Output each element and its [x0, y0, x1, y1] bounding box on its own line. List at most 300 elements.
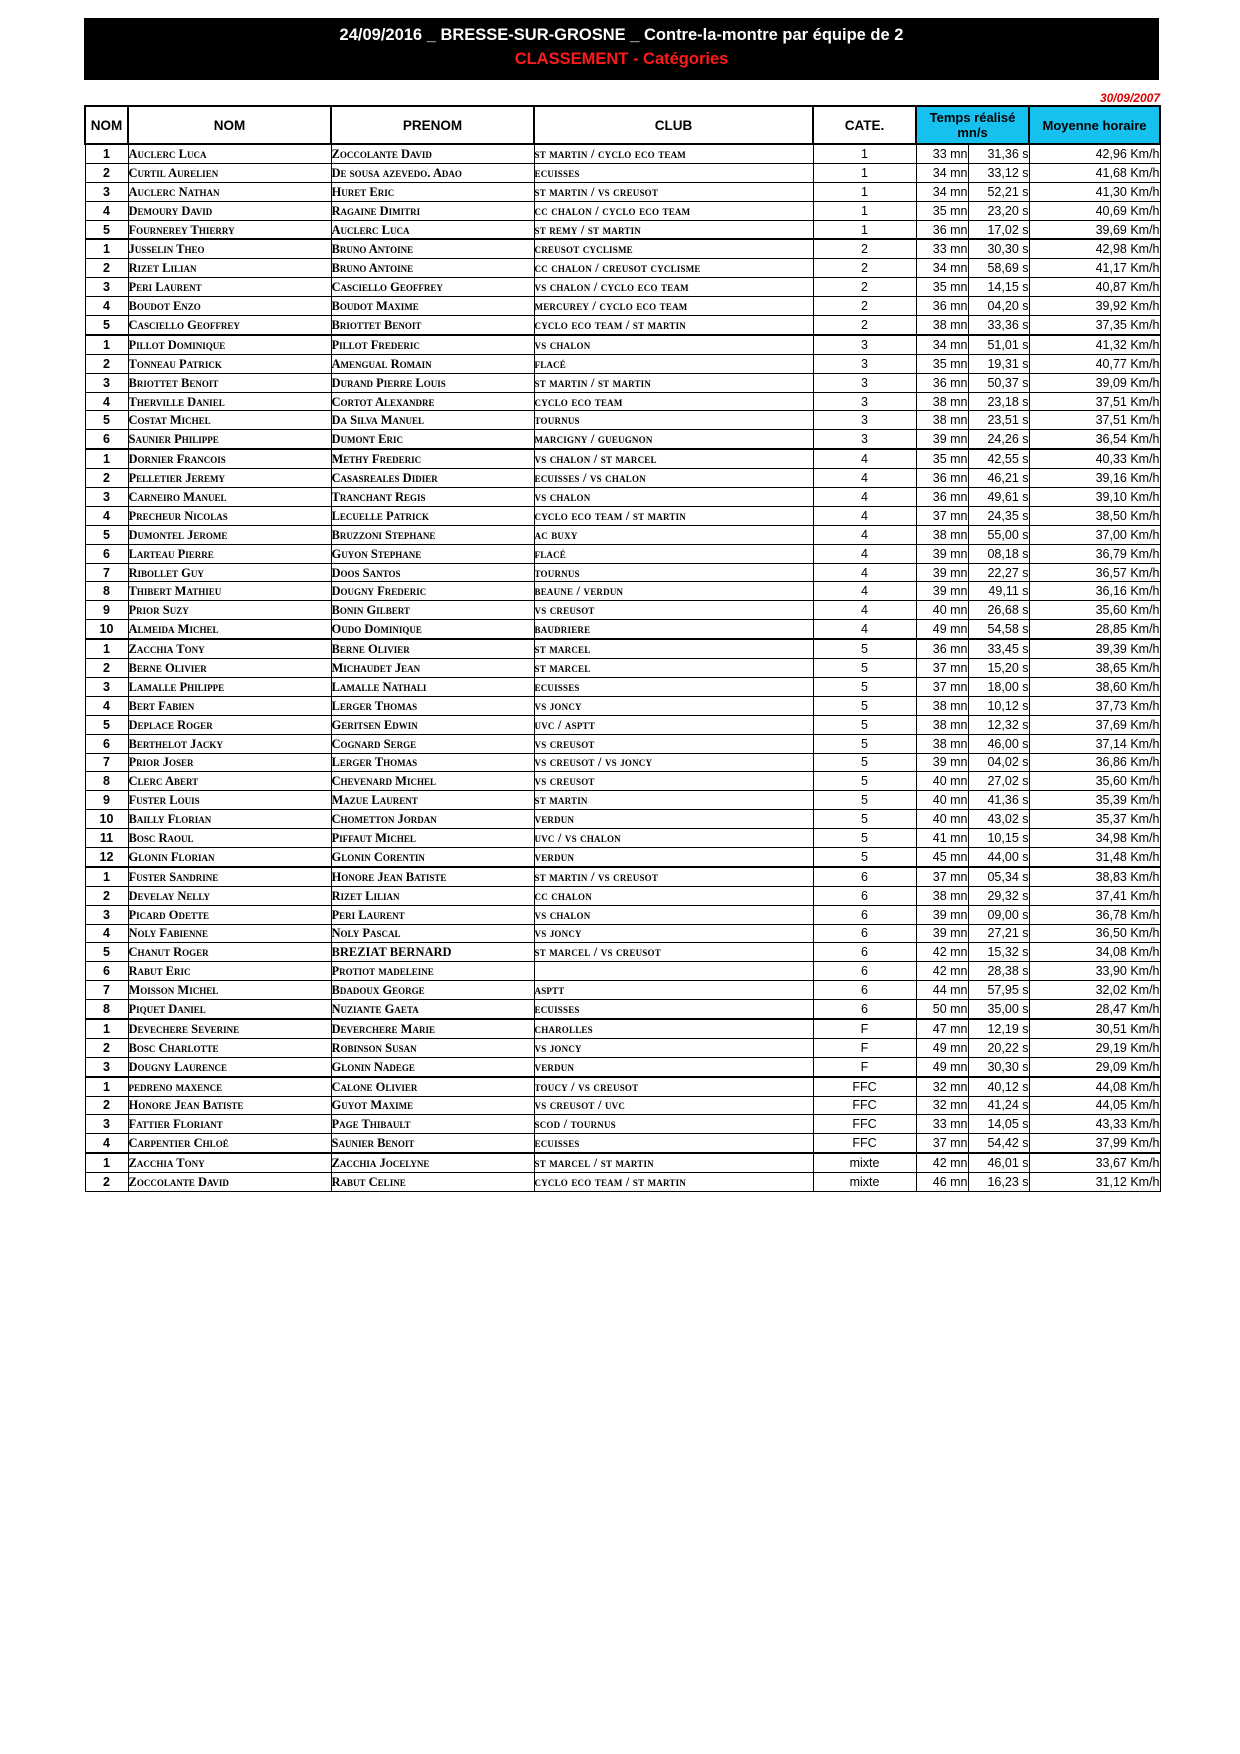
- average-speed-cell: 28,47 Km/h: [1029, 1000, 1160, 1019]
- minutes-cell: 47 mn: [916, 1019, 968, 1038]
- average-speed-cell: 39,92 Km/h: [1029, 297, 1160, 316]
- prenom-cell: Huret Eric: [331, 182, 534, 201]
- rank-cell: 4: [85, 924, 128, 943]
- minutes-cell: 38 mn: [916, 411, 968, 430]
- nom-cell: Demoury David: [128, 201, 331, 220]
- table-row: [85, 962, 1160, 981]
- ranking-subtitle: CLASSEMENT - Catégories: [514, 50, 729, 68]
- average-speed-cell: 36,54 Km/h: [1029, 430, 1160, 449]
- minutes-cell: 36 mn: [916, 639, 968, 658]
- minutes-cell: 35 mn: [916, 354, 968, 373]
- seconds-cell: 05,34 s: [968, 867, 1029, 886]
- average-speed-cell: 38,83 Km/h: [1029, 867, 1160, 886]
- prenom-cell: Michaudet Jean: [331, 659, 534, 678]
- category-cell: 4: [813, 601, 916, 620]
- rank-cell: 4: [85, 506, 128, 525]
- prenom-cell: De sousa azevedo. Adao: [331, 163, 534, 182]
- rank-cell: 9: [85, 601, 128, 620]
- average-speed-cell: 36,79 Km/h: [1029, 544, 1160, 563]
- nom-cell: Bert Fabien: [128, 696, 331, 715]
- seconds-cell: 18,00 s: [968, 677, 1029, 696]
- minutes-cell: 46 mn: [916, 1173, 968, 1192]
- nom-cell: Honore Jean Batiste: [128, 1096, 331, 1115]
- prenom-cell: Zacchia Jocelyne: [331, 1153, 534, 1172]
- nom-cell: Curtil Aurelien: [128, 163, 331, 182]
- table-row: [85, 163, 1160, 182]
- minutes-cell: 35 mn: [916, 449, 968, 468]
- prenom-cell: Lerger Thomas: [331, 696, 534, 715]
- table-row: [85, 449, 1160, 468]
- table-row: [85, 677, 1160, 696]
- minutes-cell: 35 mn: [916, 278, 968, 297]
- rank-cell: 2: [85, 1096, 128, 1115]
- rank-cell: 3: [85, 278, 128, 297]
- category-cell: 6: [813, 981, 916, 1000]
- average-speed-cell: 36,57 Km/h: [1029, 563, 1160, 582]
- seconds-cell: 16,23 s: [968, 1173, 1029, 1192]
- category-cell: 5: [813, 677, 916, 696]
- club-cell: ac buxy: [534, 525, 813, 544]
- rank-cell: 9: [85, 791, 128, 810]
- rank-cell: 1: [85, 639, 128, 658]
- seconds-cell: 24,26 s: [968, 430, 1029, 449]
- table-row: [85, 278, 1160, 297]
- seconds-cell: 33,45 s: [968, 639, 1029, 658]
- table-row: [85, 1019, 1160, 1038]
- minutes-cell: 34 mn: [916, 335, 968, 354]
- average-speed-cell: 41,17 Km/h: [1029, 259, 1160, 278]
- category-cell: 5: [813, 639, 916, 658]
- club-cell: baudriere: [534, 620, 813, 639]
- rank-cell: 3: [85, 488, 128, 507]
- minutes-cell: 49 mn: [916, 620, 968, 639]
- average-speed-cell: 41,30 Km/h: [1029, 182, 1160, 201]
- nom-cell: Carneiro Manuel: [128, 488, 331, 507]
- category-cell: 4: [813, 506, 916, 525]
- nom-cell: Lamalle Philippe: [128, 677, 331, 696]
- category-cell: FFC: [813, 1134, 916, 1153]
- prenom-cell: Calone Olivier: [331, 1077, 534, 1096]
- table-row: [85, 488, 1160, 507]
- nom-cell: Auclerc Luca: [128, 144, 331, 163]
- club-cell: verdun: [534, 1057, 813, 1076]
- average-speed-cell: 40,77 Km/h: [1029, 354, 1160, 373]
- rank-cell: 1: [85, 867, 128, 886]
- col-header-nom: NOM: [128, 106, 331, 144]
- club-cell: vs joncy: [534, 696, 813, 715]
- nom-cell: Fattier Floriant: [128, 1115, 331, 1134]
- category-cell: 4: [813, 620, 916, 639]
- table-row: [85, 734, 1160, 753]
- nom-cell: Noly Fabienne: [128, 924, 331, 943]
- minutes-cell: 32 mn: [916, 1077, 968, 1096]
- club-cell: uvc / vs chalon: [534, 829, 813, 848]
- minutes-cell: 35 mn: [916, 201, 968, 220]
- rank-cell: 1: [85, 335, 128, 354]
- minutes-cell: 37 mn: [916, 506, 968, 525]
- seconds-cell: 33,36 s: [968, 316, 1029, 335]
- nom-cell: pedreno maxence: [128, 1077, 331, 1096]
- prenom-cell: Bruno Antoine: [331, 259, 534, 278]
- minutes-cell: 49 mn: [916, 1038, 968, 1057]
- nom-cell: Ribollet Guy: [128, 563, 331, 582]
- prenom-cell: Doos Santos: [331, 563, 534, 582]
- average-speed-cell: 37,51 Km/h: [1029, 392, 1160, 411]
- table-row: [85, 1115, 1160, 1134]
- club-cell: cyclo eco team / st martin: [534, 1173, 813, 1192]
- seconds-cell: 22,27 s: [968, 563, 1029, 582]
- nom-cell: Thibert Mathieu: [128, 582, 331, 601]
- prenom-cell: Bruno Antoine: [331, 239, 534, 258]
- prenom-cell: BREZIAT BERNARD: [331, 943, 534, 962]
- average-speed-cell: 29,09 Km/h: [1029, 1057, 1160, 1076]
- rank-cell: 10: [85, 810, 128, 829]
- seconds-cell: 14,05 s: [968, 1115, 1029, 1134]
- club-cell: st martin / st martin: [534, 373, 813, 392]
- minutes-cell: 42 mn: [916, 1153, 968, 1172]
- table-row: [85, 867, 1160, 886]
- prenom-cell: Bonin Gilbert: [331, 601, 534, 620]
- rank-cell: 3: [85, 905, 128, 924]
- seconds-cell: 54,58 s: [968, 620, 1029, 639]
- club-cell: vs creusot / vs joncy: [534, 753, 813, 772]
- minutes-cell: 39 mn: [916, 563, 968, 582]
- minutes-cell: 41 mn: [916, 829, 968, 848]
- club-cell: st marcel: [534, 659, 813, 678]
- nom-cell: Berthelot Jacky: [128, 734, 331, 753]
- average-speed-cell: 40,69 Km/h: [1029, 201, 1160, 220]
- minutes-cell: 34 mn: [916, 259, 968, 278]
- table-row: [85, 696, 1160, 715]
- prenom-cell: Tranchant Regis: [331, 488, 534, 507]
- col-header-prenom: PRENOM: [331, 106, 534, 144]
- rank-cell: 10: [85, 620, 128, 639]
- seconds-cell: 14,15 s: [968, 278, 1029, 297]
- table-row: [85, 525, 1160, 544]
- minutes-cell: 38 mn: [916, 734, 968, 753]
- seconds-cell: 15,32 s: [968, 943, 1029, 962]
- table-row: [85, 829, 1160, 848]
- category-cell: 6: [813, 886, 916, 905]
- average-speed-cell: 39,10 Km/h: [1029, 488, 1160, 507]
- prenom-cell: Noly Pascal: [331, 924, 534, 943]
- nom-cell: Bosc Charlotte: [128, 1038, 331, 1057]
- prenom-cell: Dumont Eric: [331, 430, 534, 449]
- minutes-cell: 44 mn: [916, 981, 968, 1000]
- rank-cell: 1: [85, 1077, 128, 1096]
- category-cell: 2: [813, 239, 916, 258]
- prenom-cell: Peri Laurent: [331, 905, 534, 924]
- results-table: [84, 105, 1161, 1192]
- prenom-cell: Boudot Maxime: [331, 297, 534, 316]
- average-speed-cell: 30,51 Km/h: [1029, 1019, 1160, 1038]
- category-cell: 1: [813, 144, 916, 163]
- seconds-cell: 30,30 s: [968, 1057, 1029, 1076]
- rank-cell: 1: [85, 1153, 128, 1172]
- nom-cell: Almeida Michel: [128, 620, 331, 639]
- prenom-cell: Pillot Frederic: [331, 335, 534, 354]
- category-cell: F: [813, 1038, 916, 1057]
- minutes-cell: 38 mn: [916, 316, 968, 335]
- category-cell: 2: [813, 316, 916, 335]
- table-row: [85, 563, 1160, 582]
- nom-cell: Precheur Nicolas: [128, 506, 331, 525]
- club-cell: st martin: [534, 791, 813, 810]
- table-row: [85, 1000, 1160, 1019]
- table-row: [85, 297, 1160, 316]
- table-row: [85, 373, 1160, 392]
- nom-cell: Chanut Roger: [128, 943, 331, 962]
- prenom-cell: Ragaine Dimitri: [331, 201, 534, 220]
- club-cell: verdun: [534, 810, 813, 829]
- club-cell: flacé: [534, 354, 813, 373]
- minutes-cell: 38 mn: [916, 696, 968, 715]
- average-speed-cell: 36,50 Km/h: [1029, 924, 1160, 943]
- category-cell: 5: [813, 715, 916, 734]
- nom-cell: Pillot Dominique: [128, 335, 331, 354]
- rank-cell: 5: [85, 316, 128, 335]
- nom-cell: Larteau Pierre: [128, 544, 331, 563]
- prenom-cell: Rizet Lilian: [331, 886, 534, 905]
- seconds-cell: 41,36 s: [968, 791, 1029, 810]
- average-speed-cell: 35,60 Km/h: [1029, 772, 1160, 791]
- minutes-cell: 40 mn: [916, 810, 968, 829]
- club-cell: vs creusot: [534, 772, 813, 791]
- nom-cell: Rizet Lilian: [128, 259, 331, 278]
- minutes-cell: 36 mn: [916, 220, 968, 239]
- club-cell: st martin / cyclo eco team: [534, 144, 813, 163]
- average-speed-cell: 38,50 Km/h: [1029, 506, 1160, 525]
- table-row: [85, 715, 1160, 734]
- table-row: [85, 144, 1160, 163]
- seconds-cell: 27,02 s: [968, 772, 1029, 791]
- prenom-cell: Chevenard Michel: [331, 772, 534, 791]
- results-page: [84, 18, 1160, 1190]
- minutes-cell: 37 mn: [916, 1134, 968, 1153]
- nom-cell: Prior Suzy: [128, 601, 331, 620]
- club-cell: st martin / vs creusot: [534, 182, 813, 201]
- club-cell: vs joncy: [534, 924, 813, 943]
- minutes-cell: 49 mn: [916, 1057, 968, 1076]
- table-row: [85, 220, 1160, 239]
- club-cell: st martin / vs creusot: [534, 867, 813, 886]
- rank-cell: 2: [85, 354, 128, 373]
- prenom-cell: Durand Pierre Louis: [331, 373, 534, 392]
- category-cell: 3: [813, 430, 916, 449]
- table-row: [85, 239, 1160, 258]
- prenom-cell: Mazue Laurent: [331, 791, 534, 810]
- category-cell: 5: [813, 734, 916, 753]
- category-cell: 1: [813, 182, 916, 201]
- table-row: [85, 620, 1160, 639]
- table-row: [85, 201, 1160, 220]
- rank-cell: 6: [85, 734, 128, 753]
- category-cell: F: [813, 1019, 916, 1038]
- club-cell: creusot cyclisme: [534, 239, 813, 258]
- seconds-cell: 08,18 s: [968, 544, 1029, 563]
- minutes-cell: 33 mn: [916, 144, 968, 163]
- category-cell: 5: [813, 791, 916, 810]
- rank-cell: 8: [85, 1000, 128, 1019]
- minutes-cell: 39 mn: [916, 753, 968, 772]
- nom-cell: Piquet Daniel: [128, 1000, 331, 1019]
- prenom-cell: Auclerc Luca: [331, 220, 534, 239]
- seconds-cell: 41,24 s: [968, 1096, 1029, 1115]
- seconds-cell: 42,55 s: [968, 449, 1029, 468]
- nom-cell: Zacchia Tony: [128, 639, 331, 658]
- rank-cell: 7: [85, 753, 128, 772]
- average-speed-cell: 28,85 Km/h: [1029, 620, 1160, 639]
- category-cell: 6: [813, 962, 916, 981]
- prenom-cell: Cortot Alexandre: [331, 392, 534, 411]
- rank-cell: 1: [85, 239, 128, 258]
- club-cell: scod / tournus: [534, 1115, 813, 1134]
- minutes-cell: 36 mn: [916, 373, 968, 392]
- average-speed-cell: 37,41 Km/h: [1029, 886, 1160, 905]
- prenom-cell: Honore Jean Batiste: [331, 867, 534, 886]
- category-cell: 4: [813, 582, 916, 601]
- club-cell: vs creusot / uvc: [534, 1096, 813, 1115]
- table-row: [85, 1077, 1160, 1096]
- minutes-cell: 40 mn: [916, 601, 968, 620]
- club-cell: cc chalon / cyclo eco team: [534, 201, 813, 220]
- club-cell: flacé: [534, 544, 813, 563]
- nom-cell: Develay Nelly: [128, 886, 331, 905]
- seconds-cell: 52,21 s: [968, 182, 1029, 201]
- table-row: [85, 316, 1160, 335]
- club-cell: toucy / vs creusot: [534, 1077, 813, 1096]
- seconds-cell: 49,11 s: [968, 582, 1029, 601]
- seconds-cell: 23,51 s: [968, 411, 1029, 430]
- club-cell: st remy / st martin: [534, 220, 813, 239]
- rank-cell: 2: [85, 1038, 128, 1057]
- prenom-cell: Piffaut Michel: [331, 829, 534, 848]
- nom-cell: Therville Daniel: [128, 392, 331, 411]
- table-row: [85, 847, 1160, 866]
- category-cell: 1: [813, 201, 916, 220]
- average-speed-cell: 29,19 Km/h: [1029, 1038, 1160, 1057]
- col-header-moyenne: Moyenne horaire: [1029, 106, 1160, 144]
- category-cell: mixte: [813, 1153, 916, 1172]
- seconds-cell: 12,32 s: [968, 715, 1029, 734]
- average-speed-cell: 44,08 Km/h: [1029, 1077, 1160, 1096]
- prenom-cell: Glonin Corentin: [331, 847, 534, 866]
- club-cell: ecuisses: [534, 1134, 813, 1153]
- minutes-cell: 37 mn: [916, 677, 968, 696]
- nom-cell: Fuster Sandrine: [128, 867, 331, 886]
- average-speed-cell: 33,67 Km/h: [1029, 1153, 1160, 1172]
- club-cell: ecuisses: [534, 1000, 813, 1019]
- category-cell: 6: [813, 905, 916, 924]
- table-row: [85, 1173, 1160, 1192]
- rank-cell: 2: [85, 469, 128, 488]
- table-row: [85, 810, 1160, 829]
- minutes-cell: 37 mn: [916, 867, 968, 886]
- nom-cell: Clerc Abert: [128, 772, 331, 791]
- category-cell: 2: [813, 278, 916, 297]
- nom-cell: Briottet Benoit: [128, 373, 331, 392]
- prenom-cell: Casciello Geoffrey: [331, 278, 534, 297]
- seconds-cell: 04,20 s: [968, 297, 1029, 316]
- seconds-cell: 50,37 s: [968, 373, 1029, 392]
- seconds-cell: 49,61 s: [968, 488, 1029, 507]
- table-row: [85, 791, 1160, 810]
- prenom-cell: Deverchere Marie: [331, 1019, 534, 1038]
- average-speed-cell: 37,99 Km/h: [1029, 1134, 1160, 1153]
- club-cell: tournus: [534, 563, 813, 582]
- club-cell: verdun: [534, 847, 813, 866]
- minutes-cell: 40 mn: [916, 772, 968, 791]
- category-cell: mixte: [813, 1173, 916, 1192]
- seconds-cell: 30,30 s: [968, 239, 1029, 258]
- rank-cell: 6: [85, 544, 128, 563]
- club-cell: cyclo eco team: [534, 392, 813, 411]
- nom-cell: Zacchia Tony: [128, 1153, 331, 1172]
- rank-cell: 4: [85, 297, 128, 316]
- club-cell: vs chalon / st marcel: [534, 449, 813, 468]
- rank-cell: 7: [85, 563, 128, 582]
- prenom-cell: Bdadoux George: [331, 981, 534, 1000]
- average-speed-cell: 42,96 Km/h: [1029, 144, 1160, 163]
- seconds-cell: 46,21 s: [968, 469, 1029, 488]
- rank-cell: 7: [85, 981, 128, 1000]
- prenom-cell: Glonin Nadege: [331, 1057, 534, 1076]
- rank-cell: 8: [85, 772, 128, 791]
- nom-cell: Dumontel Jerome: [128, 525, 331, 544]
- average-speed-cell: 44,05 Km/h: [1029, 1096, 1160, 1115]
- club-cell: ecuisses / vs chalon: [534, 469, 813, 488]
- nom-cell: Berne Olivier: [128, 659, 331, 678]
- category-cell: 5: [813, 847, 916, 866]
- club-cell: vs chalon: [534, 335, 813, 354]
- rank-cell: 1: [85, 449, 128, 468]
- nom-cell: Glonin Florian: [128, 847, 331, 866]
- minutes-cell: 39 mn: [916, 430, 968, 449]
- table-row: [85, 259, 1160, 278]
- club-cell: vs creusot: [534, 734, 813, 753]
- nom-cell: Bosc Raoul: [128, 829, 331, 848]
- category-cell: 2: [813, 259, 916, 278]
- nom-cell: Bailly Florian: [128, 810, 331, 829]
- minutes-cell: 33 mn: [916, 1115, 968, 1134]
- club-cell: beaune / verdun: [534, 582, 813, 601]
- minutes-cell: 36 mn: [916, 297, 968, 316]
- table-row: [85, 182, 1160, 201]
- prenom-cell: Da Silva Manuel: [331, 411, 534, 430]
- average-speed-cell: 31,48 Km/h: [1029, 847, 1160, 866]
- category-cell: 1: [813, 163, 916, 182]
- minutes-cell: 40 mn: [916, 791, 968, 810]
- nom-cell: Fuster Louis: [128, 791, 331, 810]
- minutes-cell: 39 mn: [916, 905, 968, 924]
- category-cell: 5: [813, 772, 916, 791]
- seconds-cell: 09,00 s: [968, 905, 1029, 924]
- seconds-cell: 46,01 s: [968, 1153, 1029, 1172]
- seconds-cell: 12,19 s: [968, 1019, 1029, 1038]
- prenom-cell: Oudo Dominique: [331, 620, 534, 639]
- average-speed-cell: 32,02 Km/h: [1029, 981, 1160, 1000]
- prenom-cell: Geritsen Edwin: [331, 715, 534, 734]
- rank-cell: 3: [85, 1057, 128, 1076]
- average-speed-cell: 33,90 Km/h: [1029, 962, 1160, 981]
- category-cell: FFC: [813, 1115, 916, 1134]
- print-date: 30/09/2007: [1099, 91, 1160, 105]
- category-cell: 3: [813, 411, 916, 430]
- club-cell: [534, 962, 813, 981]
- rank-cell: 2: [85, 659, 128, 678]
- category-cell: 6: [813, 924, 916, 943]
- nom-cell: Auclerc Nathan: [128, 182, 331, 201]
